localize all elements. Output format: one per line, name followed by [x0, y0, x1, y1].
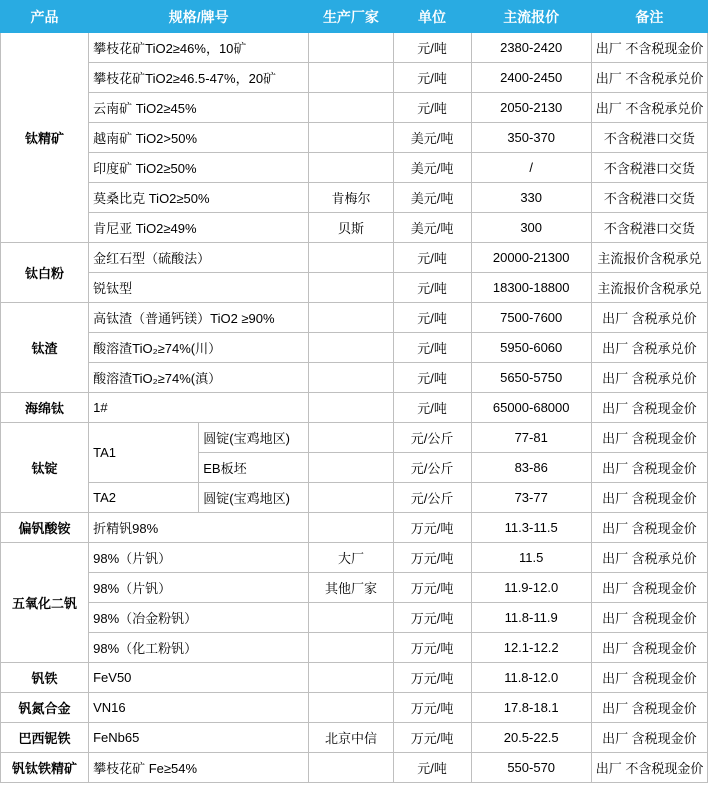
unit-cell: 万元/吨: [393, 543, 471, 573]
unit-cell: 万元/吨: [393, 723, 471, 753]
product-name-cell: 钒氮合金: [1, 693, 89, 723]
table-header-row: [1, 1, 708, 33]
column-header-manufacturer: 生产厂家: [309, 1, 393, 33]
manufacturer-cell: [309, 273, 393, 303]
price-cell: 550-570: [471, 753, 591, 783]
price-cell: 83-86: [471, 453, 591, 483]
table-row: [1, 93, 708, 123]
remark-cell: 出厂 含税现金价: [591, 423, 707, 453]
table-row: [1, 573, 708, 603]
unit-cell: 元/公斤: [393, 453, 471, 483]
manufacturer-cell: [309, 603, 393, 633]
remark-cell: 不含税港口交货: [591, 153, 707, 183]
table-row: [1, 603, 708, 633]
spec-detail-cell: 圆锭(宝鸡地区): [199, 423, 309, 453]
price-cell: 12.1-12.2: [471, 633, 591, 663]
price-cell: 20000-21300: [471, 243, 591, 273]
spec-cell: VN16: [89, 693, 309, 723]
price-cell: 7500-7600: [471, 303, 591, 333]
unit-cell: 万元/吨: [393, 633, 471, 663]
manufacturer-cell: [309, 303, 393, 333]
table-row: [1, 483, 708, 513]
remark-cell: 主流报价含税承兑: [591, 243, 707, 273]
remark-cell: 出厂 含税承兑价: [591, 543, 707, 573]
table-row: [1, 663, 708, 693]
table-row: [1, 333, 708, 363]
unit-cell: 美元/吨: [393, 123, 471, 153]
unit-cell: 万元/吨: [393, 573, 471, 603]
spec-cell: 98%（片钒）: [89, 573, 309, 603]
column-header-unit: 单位: [393, 1, 471, 33]
table-row: [1, 693, 708, 723]
manufacturer-cell: [309, 333, 393, 363]
table-header: [1, 1, 708, 33]
manufacturer-cell: 大厂: [309, 543, 393, 573]
remark-cell: 出厂 含税现金价: [591, 573, 707, 603]
table-row: [1, 33, 708, 63]
unit-cell: 元/吨: [393, 63, 471, 93]
spec-cell: 莫桑比克 TiO2≥50%: [89, 183, 309, 213]
unit-cell: 万元/吨: [393, 513, 471, 543]
manufacturer-cell: [309, 63, 393, 93]
price-cell: 2050-2130: [471, 93, 591, 123]
table-row: [1, 123, 708, 153]
price-cell: 5650-5750: [471, 363, 591, 393]
remark-cell: 出厂 含税现金价: [591, 663, 707, 693]
remark-cell: 出厂 含税现金价: [591, 633, 707, 663]
manufacturer-cell: [309, 393, 393, 423]
table-row: [1, 393, 708, 423]
manufacturer-cell: [309, 693, 393, 723]
price-cell: 350-370: [471, 123, 591, 153]
manufacturer-cell: [309, 753, 393, 783]
manufacturer-cell: [309, 483, 393, 513]
product-name-cell: 钛锭: [1, 423, 89, 513]
manufacturer-cell: [309, 663, 393, 693]
table-row: [1, 543, 708, 573]
spec-cell: 金红石型（硫酸法）: [89, 243, 309, 273]
spec-cell: FeNb65: [89, 723, 309, 753]
spec-cell: 98%（冶金粉钒）: [89, 603, 309, 633]
spec-cell: 攀枝花矿TiO2≥46.5-47%，20矿: [89, 63, 309, 93]
table-row: [1, 243, 708, 273]
remark-cell: 不含税港口交货: [591, 213, 707, 243]
unit-cell: 万元/吨: [393, 693, 471, 723]
manufacturer-cell: [309, 363, 393, 393]
spec-grade-cell: TA2: [89, 483, 199, 513]
product-name-cell: 海绵钛: [1, 393, 89, 423]
product-name-cell: 钛白粉: [1, 243, 89, 303]
manufacturer-cell: 其他厂家: [309, 573, 393, 603]
price-cell: 11.8-11.9: [471, 603, 591, 633]
remark-cell: 出厂 不含税承兑价: [591, 63, 707, 93]
table-row: [1, 753, 708, 783]
spec-cell: 高钛渣（普通钙镁）TiO2 ≥90%: [89, 303, 309, 333]
table-row: [1, 723, 708, 753]
remark-cell: 出厂 不含税现金价: [591, 753, 707, 783]
table-row: [1, 513, 708, 543]
table-body: [1, 33, 708, 783]
column-header-spec: 规格/牌号: [89, 1, 309, 33]
table-row: [1, 363, 708, 393]
table-row: [1, 153, 708, 183]
manufacturer-cell: [309, 153, 393, 183]
spec-cell: 1#: [89, 393, 309, 423]
unit-cell: 元/公斤: [393, 423, 471, 453]
product-name-cell: 五氧化二钒: [1, 543, 89, 663]
product-name-cell: 偏钒酸铵: [1, 513, 89, 543]
product-name-cell: 钛精矿: [1, 33, 89, 243]
column-header-price: 主流报价: [471, 1, 591, 33]
table-row: [1, 423, 708, 453]
manufacturer-cell: [309, 33, 393, 63]
manufacturer-cell: 贝斯: [309, 213, 393, 243]
remark-cell: 不含税港口交货: [591, 123, 707, 153]
price-cell: 11.9-12.0: [471, 573, 591, 603]
spec-detail-cell: EB板坯: [199, 453, 309, 483]
price-cell: 18300-18800: [471, 273, 591, 303]
product-name-cell: 钒钛铁精矿: [1, 753, 89, 783]
manufacturer-cell: [309, 423, 393, 453]
unit-cell: 元/吨: [393, 333, 471, 363]
remark-cell: 不含税港口交货: [591, 183, 707, 213]
spec-cell: 攀枝花矿TiO2≥46%，10矿: [89, 33, 309, 63]
remark-cell: 出厂 不含税现金价: [591, 33, 707, 63]
unit-cell: 元/吨: [393, 303, 471, 333]
remark-cell: 出厂 含税现金价: [591, 483, 707, 513]
unit-cell: 元/吨: [393, 93, 471, 123]
price-cell: 11.3-11.5: [471, 513, 591, 543]
spec-cell: 98%（片钒）: [89, 543, 309, 573]
spec-grade-cell: TA1: [89, 423, 199, 483]
table-row: [1, 213, 708, 243]
table-row: [1, 303, 708, 333]
price-cell: 73-77: [471, 483, 591, 513]
remark-cell: 出厂 含税现金价: [591, 453, 707, 483]
product-name-cell: 钒铁: [1, 663, 89, 693]
manufacturer-cell: [309, 513, 393, 543]
price-cell: /: [471, 153, 591, 183]
unit-cell: 美元/吨: [393, 153, 471, 183]
remark-cell: 出厂 不含税承兑价: [591, 93, 707, 123]
price-cell: 11.5: [471, 543, 591, 573]
column-header-product: 产品: [1, 1, 89, 33]
spec-cell: 印度矿 TiO2≥50%: [89, 153, 309, 183]
price-cell: 2380-2420: [471, 33, 591, 63]
remark-cell: 出厂 含税承兑价: [591, 363, 707, 393]
remark-cell: 出厂 含税现金价: [591, 723, 707, 753]
unit-cell: 元/吨: [393, 753, 471, 783]
manufacturer-cell: 肯梅尔: [309, 183, 393, 213]
spec-cell: 98%（化工粉钒）: [89, 633, 309, 663]
spec-cell: FeV50: [89, 663, 309, 693]
remark-cell: 出厂 含税现金价: [591, 393, 707, 423]
unit-cell: 元/吨: [393, 243, 471, 273]
manufacturer-cell: 北京中信: [309, 723, 393, 753]
remark-cell: 出厂 含税承兑价: [591, 333, 707, 363]
unit-cell: 元/吨: [393, 363, 471, 393]
spec-cell: 越南矿 TiO2>50%: [89, 123, 309, 153]
price-cell: 5950-6060: [471, 333, 591, 363]
remark-cell: 出厂 含税现金价: [591, 513, 707, 543]
price-cell: 11.8-12.0: [471, 663, 591, 693]
spec-cell: 云南矿 TiO2≥45%: [89, 93, 309, 123]
remark-cell: 出厂 含税现金价: [591, 603, 707, 633]
table-row: [1, 273, 708, 303]
product-name-cell: 巴西铌铁: [1, 723, 89, 753]
unit-cell: 元/吨: [393, 393, 471, 423]
product-name-cell: 钛渣: [1, 303, 89, 393]
price-cell: 2400-2450: [471, 63, 591, 93]
spec-detail-cell: 圆锭(宝鸡地区): [199, 483, 309, 513]
table-row: [1, 183, 708, 213]
price-cell: 330: [471, 183, 591, 213]
spec-cell: 锐钛型: [89, 273, 309, 303]
remark-cell: 出厂 含税承兑价: [591, 303, 707, 333]
manufacturer-cell: [309, 243, 393, 273]
manufacturer-cell: [309, 123, 393, 153]
unit-cell: 万元/吨: [393, 603, 471, 633]
spec-cell: 攀枝花矿 Fe≥54%: [89, 753, 309, 783]
spec-cell: 折精钒98%: [89, 513, 309, 543]
price-cell: 77-81: [471, 423, 591, 453]
column-header-remark: 备注: [591, 1, 707, 33]
spec-cell: 肯尼亚 TiO2≥49%: [89, 213, 309, 243]
manufacturer-cell: [309, 453, 393, 483]
unit-cell: 万元/吨: [393, 663, 471, 693]
table-row: [1, 63, 708, 93]
remark-cell: 出厂 含税现金价: [591, 693, 707, 723]
manufacturer-cell: [309, 93, 393, 123]
unit-cell: 元/吨: [393, 273, 471, 303]
table-row: [1, 633, 708, 663]
price-cell: 17.8-18.1: [471, 693, 591, 723]
unit-cell: 元/吨: [393, 33, 471, 63]
price-cell: 65000-68000: [471, 393, 591, 423]
manufacturer-cell: [309, 633, 393, 663]
unit-cell: 元/公斤: [393, 483, 471, 513]
unit-cell: 美元/吨: [393, 183, 471, 213]
remark-cell: 主流报价含税承兑: [591, 273, 707, 303]
price-cell: 20.5-22.5: [471, 723, 591, 753]
price-cell: 300: [471, 213, 591, 243]
unit-cell: 美元/吨: [393, 213, 471, 243]
spec-cell: 酸溶渣TiO₂≥74%(川）: [89, 333, 309, 363]
spec-cell: 酸溶渣TiO₂≥74%(滇）: [89, 363, 309, 393]
